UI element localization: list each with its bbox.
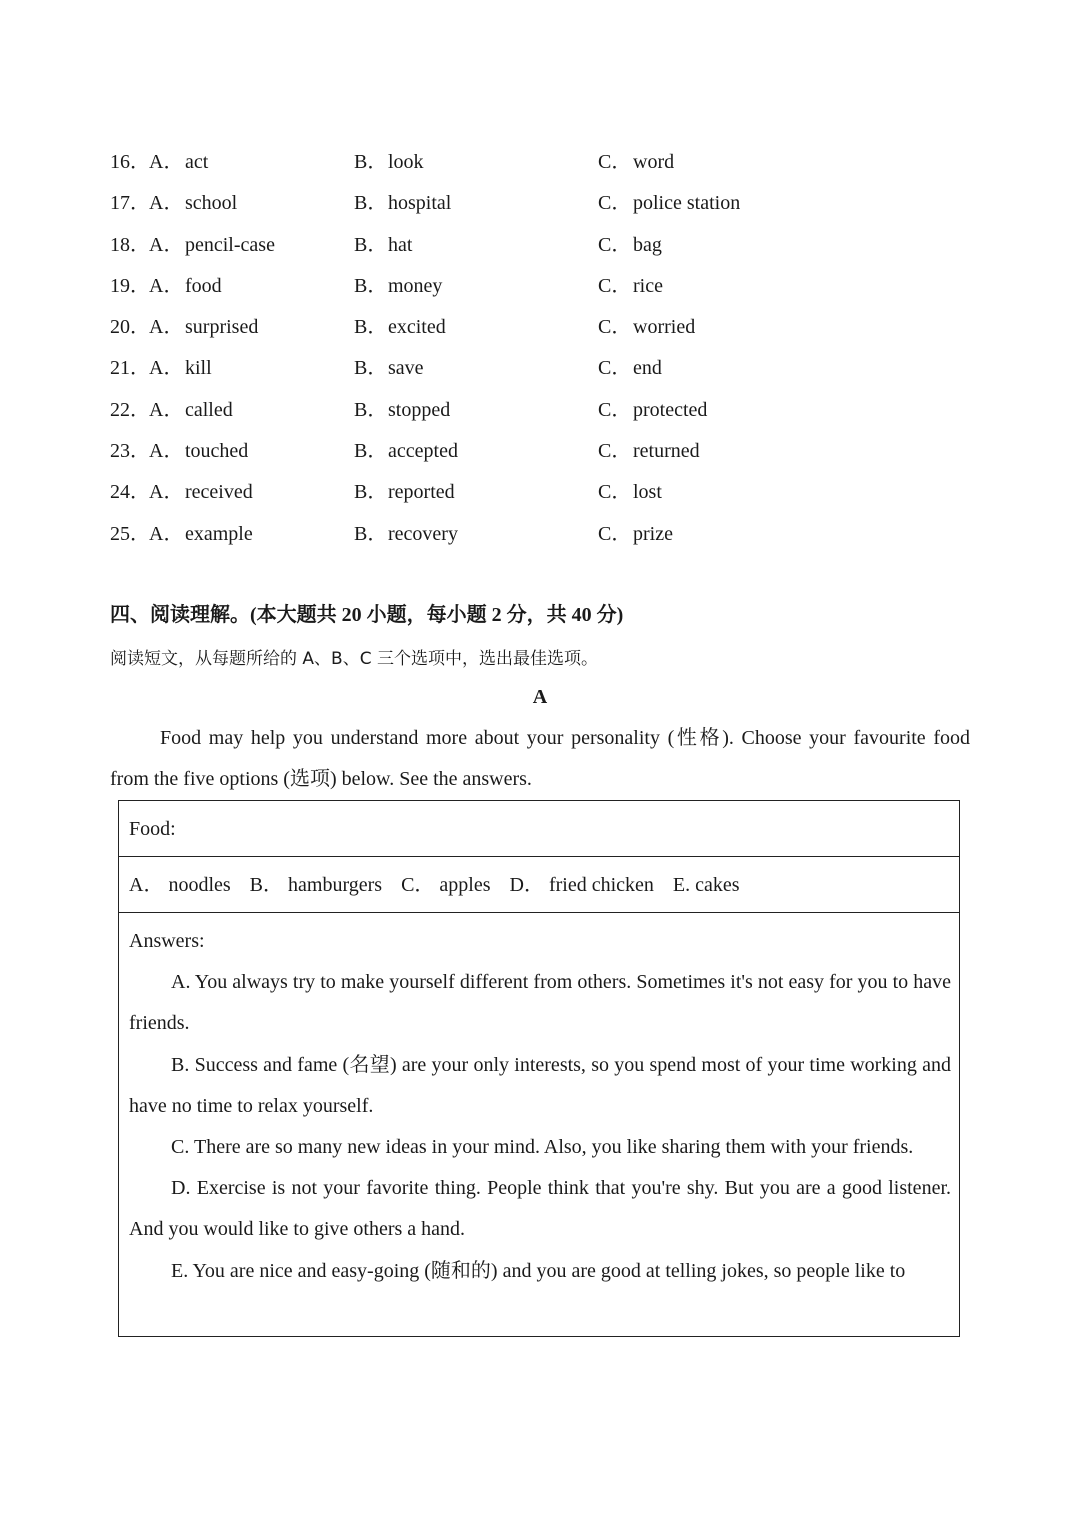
table-row-food-options (119, 857, 959, 913)
question-number: 18． (110, 233, 150, 256)
option-c: C．worried (598, 316, 696, 339)
option-a: A．act (149, 151, 209, 173)
option-c: C．lost (598, 481, 662, 504)
food-option-c: C． apples (401, 874, 491, 896)
question-number: 21． (110, 357, 150, 380)
answer-options-list (110, 142, 970, 555)
answer-d: D. Exercise is not your favorite thing. People think that you're shy. But you are a good listener. And you would like to give others a hand. (129, 1177, 951, 1241)
section-instruction: 阅读短文，从每题所给的 A、B、C 三个选项中，选出最佳选项。 (110, 649, 598, 669)
option-row (110, 431, 970, 472)
answer-b: B. Success and fame (名望) are your only interests, so you spend most of your time working and have no time to relax yourself. (129, 1053, 951, 1117)
option-c: C．rice (598, 274, 663, 297)
option-row (110, 266, 970, 307)
option-a: A．example (149, 522, 253, 545)
option-a: A．received (149, 481, 253, 504)
option-c: C．returned (598, 440, 700, 463)
option-b: B．reported (354, 481, 455, 504)
option-a: A．called (149, 398, 233, 421)
option-a: A．touched (149, 440, 249, 463)
option-b: B．money (354, 274, 443, 297)
food-option-b: B． hamburgers (249, 874, 383, 896)
question-number: 23． (110, 440, 150, 463)
option-row (110, 142, 970, 183)
option-c: C．protected (598, 398, 708, 421)
option-c: C．bag (598, 233, 662, 256)
answers-cell (129, 921, 951, 1292)
question-number: 20． (110, 316, 150, 339)
option-c: C．word (598, 151, 675, 173)
option-a: A．kill (149, 357, 212, 380)
option-row (110, 225, 970, 266)
food-option-d: D． fried chicken (509, 874, 654, 896)
question-number: 22． (110, 398, 150, 421)
passage-title: A (532, 686, 548, 708)
option-a: A．pencil-case (149, 233, 275, 256)
food-personality-table (118, 800, 960, 1337)
option-row (110, 348, 970, 389)
passage-intro-text: Food may help you understand more about your personality (性格). Choose your favourite food from the five options (选项) below. See the answers. (110, 727, 970, 790)
option-a: A．school (149, 192, 238, 215)
option-c: C．police station (598, 192, 741, 215)
option-a: A．surprised (149, 316, 259, 339)
option-b: B．recovery (354, 522, 458, 545)
answers-label: Answers: (129, 930, 205, 952)
option-b: B．excited (354, 316, 446, 339)
option-c: C．prize (598, 522, 673, 545)
food-label: Food: (129, 818, 176, 840)
answer-c: C. There are so many new ideas in your mind. Also, you like sharing them with your friends. (171, 1136, 914, 1159)
option-row (110, 472, 970, 513)
question-number: 25． (110, 522, 150, 545)
option-b: B．hat (354, 233, 413, 256)
passage-intro (110, 718, 970, 800)
option-b: B．look (354, 151, 424, 173)
question-number: 17． (110, 192, 150, 215)
question-number: 16． (110, 151, 150, 173)
option-row (110, 307, 970, 348)
option-b: B．accepted (354, 440, 458, 463)
food-options (129, 857, 754, 913)
option-row (110, 183, 970, 224)
option-b: B．hospital (354, 192, 452, 215)
food-option-a: A． noodles (129, 874, 231, 896)
answer-e: E. You are nice and easy-going (随和的) and you are good at telling jokes, so people like to (171, 1259, 906, 1282)
option-c: C．end (598, 357, 662, 380)
question-number: 24． (110, 481, 150, 504)
section-heading: 四、阅读理解。(本大题共 20 小题，每小题 2 分，共 40 分) (110, 604, 624, 626)
food-option-e: E. cakes (672, 874, 740, 896)
table-row-food-label (119, 801, 959, 857)
option-a: A．food (149, 274, 222, 297)
question-number: 19． (110, 274, 150, 297)
option-row (110, 514, 970, 555)
option-b: B．save (354, 357, 424, 380)
answer-a: A. You always try to make yourself different from others. Sometimes it's not easy for you to have friends. (129, 971, 951, 1035)
option-row (110, 390, 970, 431)
option-b: B．stopped (354, 398, 451, 421)
